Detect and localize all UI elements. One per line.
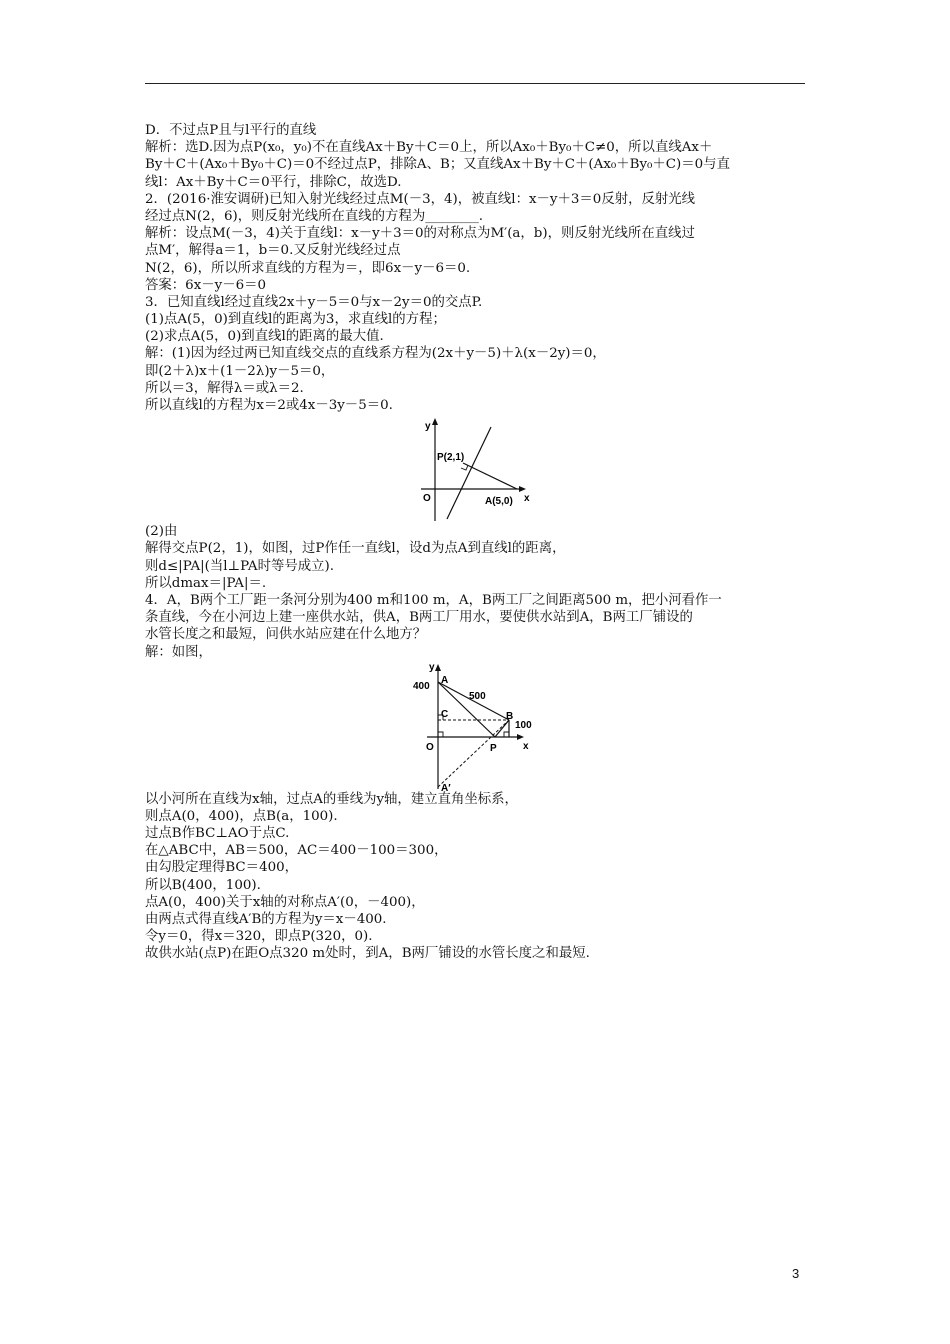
fig2-b-label: B [506, 710, 514, 722]
figure-1-svg [145, 415, 810, 523]
text-line: 解：(1)因为经过两已知直线交点的直线系方程为(2x＋y－5)＋λ(x－2y)＝0， [145, 346, 606, 362]
fig2-500-label: 500 [469, 690, 486, 702]
fig2-a-label: A [441, 674, 449, 686]
fig2-x-arrow [517, 734, 524, 740]
text-line: 则点A(0，400)，点B(a，100). [145, 808, 338, 824]
text-line: 以小河所在直线为x轴，过点A的垂线为y轴，建立直角坐标系， [145, 791, 518, 807]
text-line: 所以dmax＝|PA|＝. [145, 575, 267, 591]
fig2-right-angle-b [504, 732, 509, 737]
page-content [145, 122, 810, 963]
text-line: 解得交点P(2，1)，如图，过P作任一直线l，设d为点A到直线l的距离， [145, 541, 566, 557]
fig1-x-label: x [524, 493, 530, 505]
fig2-y-label: y [429, 661, 435, 673]
text-line: (2)求点A(5，0)到直线l的距离的最大值. [145, 329, 384, 345]
text-block-2 [145, 523, 810, 661]
fig2-a-prime-label: A′ [441, 782, 451, 791]
text-line: N(2，6)，所以所求直线的方程为＝，即6x－y－6＝0. [145, 260, 471, 276]
fig2-y-arrow [435, 664, 441, 671]
text-line: 由两点式得直线A′B的方程为y＝x－400. [145, 912, 387, 927]
fig2-segment-a-prime-b [438, 720, 509, 787]
text-line: (1)点A(5，0)到直线l的距离为3，求直线l的方程； [145, 312, 446, 328]
text-line: 则d≤|PA|(当l⊥PA时等号成立). [145, 558, 335, 574]
fig2-p-label: P [490, 742, 497, 754]
text-line: 解析：选D.因为点P(x₀，y₀)不在直线Ax＋By＋C＝0上，所以Ax₀＋By₀＋C≠0，所以直线Ax＋ [145, 140, 713, 156]
text-line: 答案：6x－y－6＝0 [145, 277, 267, 293]
figure-1 [145, 415, 810, 523]
fig1-a-label: A(5,0) [485, 496, 513, 508]
text-block-1 [145, 122, 810, 414]
text-line: 3．已知直线l经过直线2x＋y－5＝0与x－2y＝0的交点P. [145, 294, 483, 310]
figure-2 [145, 661, 810, 791]
text-line: 解析：设点M(－3，4)关于直线l：x－y＋3＝0的对称点为M′(a，b)，则反射光线所在直线过 [145, 226, 695, 242]
fig1-segment-pa [463, 463, 517, 489]
text-line: 由勾股定理得BC＝400， [145, 860, 299, 876]
fig1-origin-label: O [423, 493, 431, 505]
text-line: 解：如图， [145, 644, 212, 660]
text-line: 条直线，今在小河边上建一座供水站，供A，B两工厂用水，要使供水站到A，B两工厂铺设的 [145, 610, 693, 626]
text-line: 即(2＋λ)x＋(1－2λ)y－5＝0， [145, 363, 335, 379]
text-line: 线l：Ax＋By＋C＝0平行，排除C，故选D. [145, 174, 402, 190]
figure-2-svg [145, 661, 810, 791]
text-line: 2．(2016·淮安调研)已知入射光线经过点M(－3，4)，被直线l：x－y＋3＝0反射，反射光线 [145, 191, 696, 207]
text-line: 所以直线l的方程为x＝2或4x－3y－5＝0. [145, 398, 393, 413]
text-line: 水管长度之和最短，问供水站应建在什么地方？ [145, 627, 427, 643]
text-line: 故供水站(点P)在距O点320 m处时，到A，B两厂铺设的水管长度之和最短. [145, 946, 590, 962]
fig1-y-label: y [425, 421, 431, 433]
text-line: 过点B作BC⊥AO于点C. [145, 826, 290, 842]
text-block-3 [145, 791, 810, 963]
fig2-right-angle-o [438, 732, 443, 737]
header-rule [145, 83, 805, 84]
fig2-c-label: C [441, 708, 449, 720]
text-line: 点A(0，400)关于x轴的对称点A′(0，－400)， [145, 894, 425, 910]
fig2-x-label: x [523, 740, 529, 752]
fig1-right-angle [461, 465, 468, 470]
page-number: 3 [792, 1266, 800, 1281]
text-line: 所以＝3，解得λ＝或λ＝2. [145, 380, 304, 396]
text-line: 令y＝0，得x＝320，即点P(320，0). [145, 929, 373, 945]
text-line: (2)由 [145, 524, 178, 540]
text-line: 在△ABC中，AB＝500，AC＝400－100＝300， [145, 843, 448, 859]
text-line: 4．A，B两个工厂距一条河分别为400 m和100 m，A，B两工厂之间距离500 m，把小河看作一 [145, 592, 722, 608]
fig1-y-arrow [432, 418, 438, 425]
text-line: 经过点N(2，6)，则反射光线所在直线的方程为________. [145, 208, 484, 224]
fig1-p-label: P(2,1) [437, 452, 465, 464]
fig2-100-label: 100 [515, 719, 532, 731]
text-line: D．不过点P且与l平行的直线 [145, 123, 317, 138]
fig2-segment-pb [495, 720, 509, 737]
text-line: By＋C＋(Ax₀＋By₀＋C)＝0不经过点P，排除A、B；又直线Ax＋By＋C＋(Ax₀＋By₀＋C)＝0与直 [145, 157, 730, 173]
fig2-origin-label: O [426, 741, 434, 753]
text-line: 所以B(400，100). [145, 877, 261, 893]
text-line: 点M′，解得a＝1，b＝0.又反射光线经过点 [145, 243, 401, 259]
fig2-400-label: 400 [413, 680, 430, 692]
fig1-x-arrow [519, 486, 526, 492]
